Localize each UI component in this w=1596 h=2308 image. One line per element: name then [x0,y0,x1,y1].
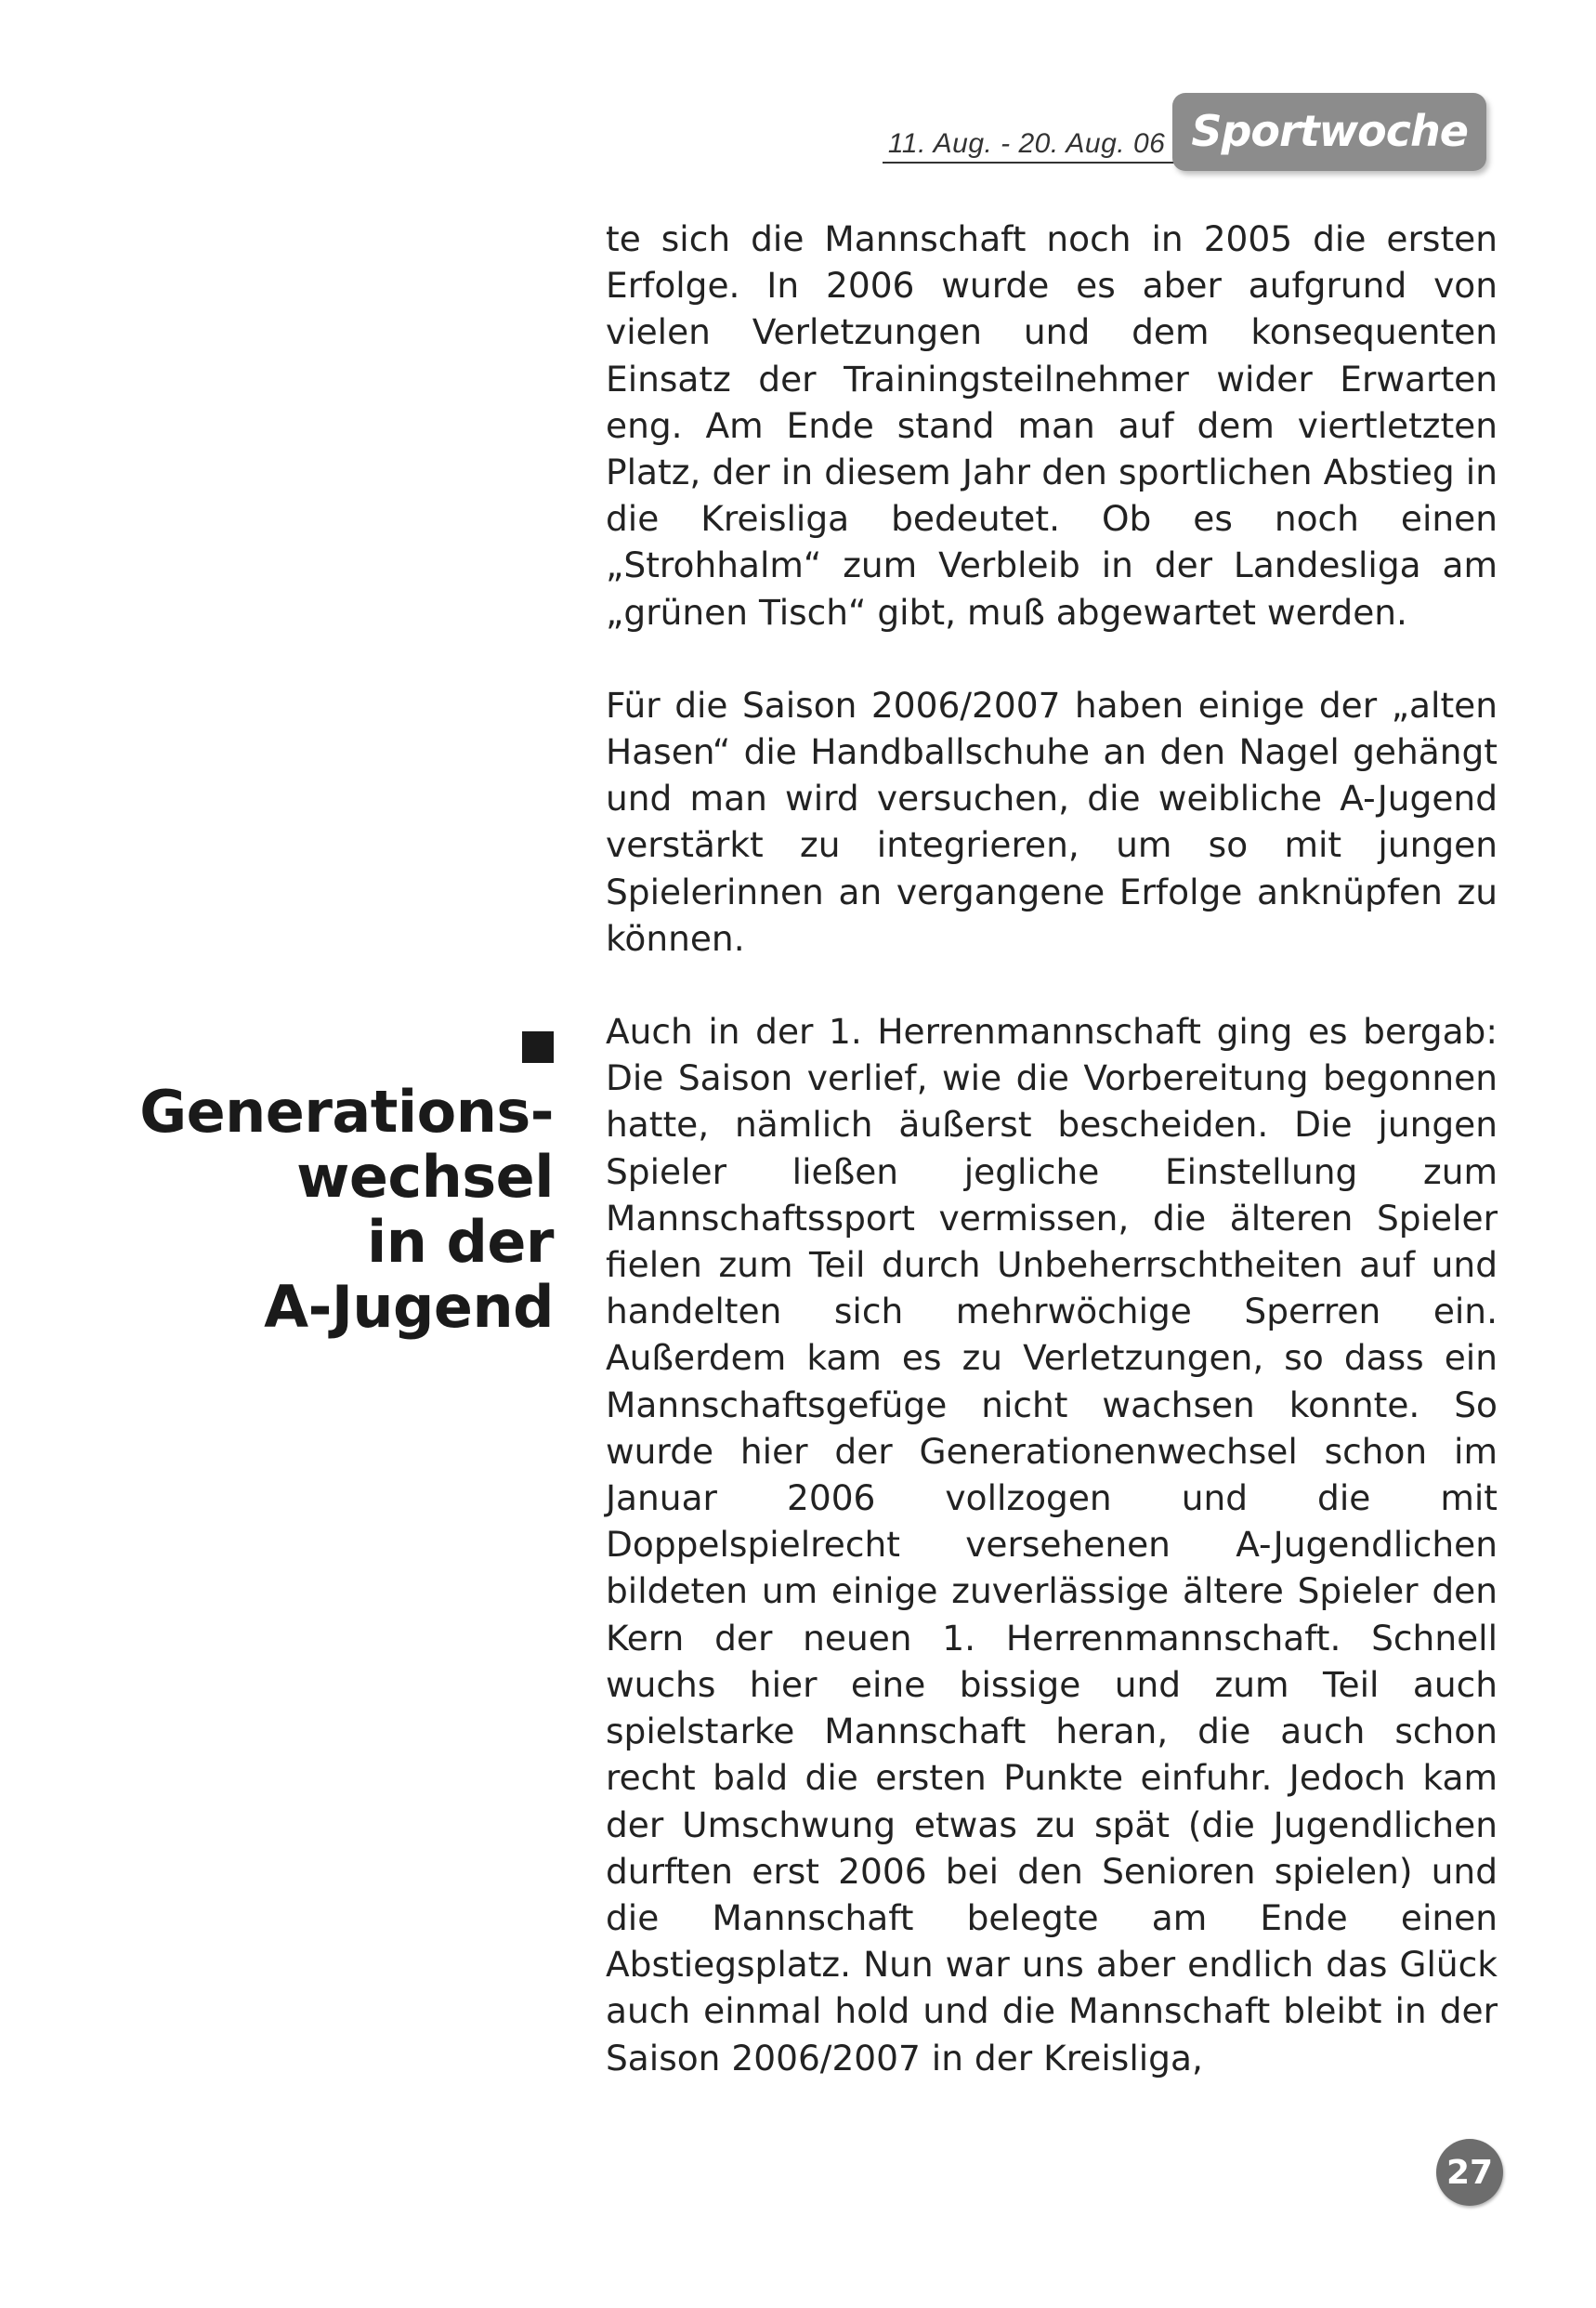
section-heading-line: A-Jugend [264,1273,554,1341]
publication-badge: Sportwoche [1172,93,1486,171]
section-heading-line: Generations- [139,1078,554,1146]
article-body [606,216,1498,2081]
page-number-badge: 27 [1436,2139,1503,2206]
article-paragraph: te sich die Mannschaft noch in 2005 die ersten Erfolge. In 2006 wurde es aber aufgrund von vielen Verletzungen und dem konsequenten Einsatz der Trainingsteilnehmer wider Erwarten eng. Am Ende stand man auf dem viertletzten Platz, der in diesem Jahr den sportlichen Abstieg in die Kreisliga bedeutet. Ob es noch einen „Strohhalm“ zum Verbleib in der Landesliga am „grünen Tisch“ gibt, muß abgewartet werden. [606,218,1498,633]
page-header [883,85,1486,178]
section-heading [130,1080,554,1340]
section-heading-line: in der [367,1208,554,1276]
section-marker-square [522,1031,554,1063]
sidebar [130,1031,554,1340]
article-paragraph: Auch in der 1. Herrenmannschaft ging es bergab: Die Saison verlief, wie die Vorbereitung begonnen hatte, nämlich äußerst bescheiden. Die jungen Spieler ließen jegliche Einstellung zum Mannschaftssport vermissen, die älteren Spieler fielen zum Teil durch Unbeherrschtheiten auf und handelten sich mehrwöchige Sperren ein. Außerdem kam es zu Verletzungen, so dass ein Mannschaftsgefüge nicht wachsen konnte. So wurde hier der Generationenwechsel schon im Januar 2006 vollzogen und die mit Doppelspielrecht versehenen A-Jugendlichen bildeten um einige zuverlässige ältere Spieler den Kern der neuen 1. Herrenmannschaft. Schnell wuchs hier eine bissige und zum Teil auch spielstarke Mannschaft heran, die auch schon recht bald die ersten Punkte einfuhr. Jedoch kam der Umschwung etwas zu spät (die Jugendlichen durften erst 2006 bei den Senioren spielen) und die Mannschaft belegte am Ende einen Abstiegsplatz. Nun war uns aber endlich das Glück auch einmal hold und die Mannschaft bleibt in der Saison 2006/2007 in der Kreisliga, [606,1011,1498,2079]
header-date-range: 11. Aug. - 20. Aug. 06 [883,128,1176,164]
section-heading-line: wechsel [296,1143,554,1211]
article-paragraph: Für die Saison 2006/2007 haben einige der „alten Hasen“ die Handballschuhe an den Nagel gehängt und man wird versuchen, die weibliche A-Jugend verstärkt zu integrieren, um so mit jungen Spielerinnen an vergangene Erfolge anknüpfen zu können. [606,684,1498,959]
